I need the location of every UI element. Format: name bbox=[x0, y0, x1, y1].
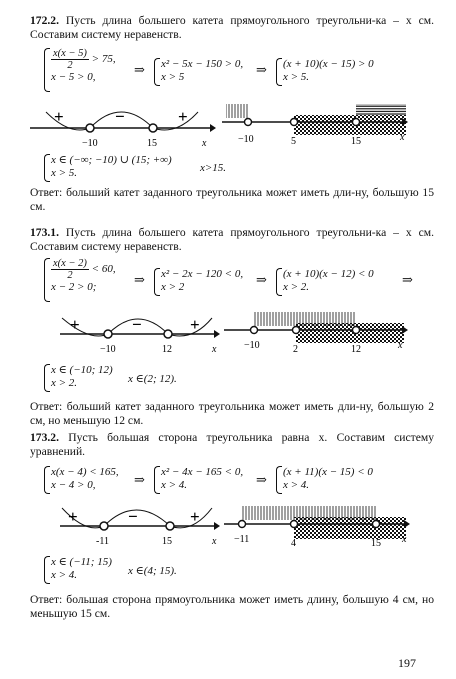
problem-text: Пусть большая сторона треугольника равна x. Составим систему уравнений. bbox=[30, 431, 434, 458]
result-note: x ∈(2; 12). bbox=[128, 373, 177, 385]
answer-text: Ответ: больший катет заданного треугольника может иметь дли-ну, большую 15 см. bbox=[30, 186, 434, 213]
svg-text:+: + bbox=[190, 507, 200, 526]
open-point bbox=[149, 124, 157, 132]
problem-173-2-statement bbox=[30, 431, 434, 459]
problem-172-2-statement bbox=[30, 14, 434, 42]
svg-text:x: x bbox=[212, 536, 217, 547]
tick-label: 15 bbox=[351, 136, 361, 147]
implies-arrow: ⇒ bbox=[402, 272, 413, 287]
implies-arrow: ⇒ bbox=[256, 272, 267, 287]
interval-chart-2 bbox=[224, 308, 410, 356]
axis-var: x bbox=[400, 132, 405, 143]
svg-text:12: 12 bbox=[351, 344, 361, 355]
answer-text: Ответ: больший катет заданного треугольника может иметь дли-ну, большую 2 см, но меньшую 12 см. bbox=[30, 400, 434, 427]
svg-text:+: + bbox=[70, 315, 80, 334]
open-point bbox=[86, 124, 94, 132]
implies-arrow: ⇒ bbox=[134, 472, 145, 487]
svg-text:−11: −11 bbox=[234, 534, 250, 545]
implies-arrow: ⇒ bbox=[256, 62, 267, 77]
hatch-region bbox=[294, 115, 406, 135]
implies-arrow: ⇒ bbox=[134, 272, 145, 287]
result-system: x ∈ (−10; 12) x > 2. bbox=[44, 364, 113, 392]
axis-var: x bbox=[202, 138, 207, 148]
interval-chart-3 bbox=[224, 502, 414, 550]
system-original: $\frac{x(x - 2)}{2}$ < 60, x − 2 > 0; bbox=[44, 258, 116, 302]
result-system: x ∈ (−∞; −10) ∪ (15; +∞) x > 5. bbox=[44, 154, 172, 182]
open-point bbox=[353, 119, 360, 126]
implies-arrow: ⇒ bbox=[256, 472, 267, 487]
problem-number: 173.1. bbox=[30, 226, 59, 239]
hatch-region bbox=[356, 104, 406, 116]
system-factored: (x + 10)(x − 12) < 0 x > 2. bbox=[276, 268, 374, 296]
page-number: 197 bbox=[398, 656, 416, 670]
system-line: x − 5 > 0, bbox=[51, 71, 96, 83]
svg-text:12: 12 bbox=[162, 344, 172, 355]
problem-text: Пусть длина большего катета прямоугольного треугольни-ка – x см. Составим систему неравенств. bbox=[30, 14, 434, 41]
tick-label: −10 bbox=[82, 138, 98, 148]
open-point bbox=[245, 119, 252, 126]
result-system: x ∈ (−11; 15) x > 4. bbox=[44, 556, 112, 584]
problem-number: 172.2. bbox=[30, 14, 59, 27]
open-point bbox=[291, 119, 298, 126]
system-original: $\frac{x(x - 5)}{2}$ > 75, x − 5 > 0, bbox=[44, 48, 116, 92]
tick-label: −10 bbox=[238, 134, 254, 145]
svg-text:−: − bbox=[128, 507, 138, 526]
sign-label: − bbox=[115, 107, 125, 126]
tick-label: 5 bbox=[291, 136, 296, 147]
problem-number: 173.2. bbox=[30, 431, 59, 444]
svg-text:−10: −10 bbox=[244, 340, 260, 351]
svg-text:-11: -11 bbox=[96, 536, 109, 547]
svg-text:2: 2 bbox=[293, 344, 298, 355]
svg-text:x: x bbox=[398, 340, 403, 351]
svg-text:x: x bbox=[402, 534, 407, 545]
sign-label: + bbox=[54, 107, 64, 126]
svg-text:x: x bbox=[212, 344, 217, 355]
answer-text: Ответ: большая сторона прямоугольника может иметь длину, большую 4 см, но меньшую 15 см. bbox=[30, 593, 434, 620]
system-factored: (x + 11)(x − 15) < 0 x > 4. bbox=[276, 466, 373, 494]
svg-text:−: − bbox=[132, 315, 142, 334]
sign-label: + bbox=[178, 107, 188, 126]
sign-chart-3 bbox=[56, 500, 222, 548]
system-expanded: x² − 4x − 165 < 0, x > 4. bbox=[154, 466, 243, 494]
result-note: x>15. bbox=[200, 162, 227, 174]
hatch-region bbox=[226, 104, 248, 118]
svg-text:15: 15 bbox=[371, 538, 381, 549]
svg-text:+: + bbox=[190, 315, 200, 334]
tick-label: 15 bbox=[147, 138, 157, 148]
implies-arrow: ⇒ bbox=[134, 62, 145, 77]
result-note: x ∈(4; 15). bbox=[128, 565, 177, 577]
sign-chart-2 bbox=[56, 310, 222, 356]
axis-arrow bbox=[210, 124, 216, 132]
svg-text:15: 15 bbox=[162, 536, 172, 547]
interval-chart-1 bbox=[222, 100, 412, 148]
problem-173-1-statement bbox=[30, 226, 434, 254]
fraction: $\frac{x(x - 5)}{2}$ bbox=[53, 48, 87, 71]
svg-text:+: + bbox=[68, 507, 78, 526]
system-factored: (x + 10)(x − 15) > 0 x > 5. bbox=[276, 58, 374, 86]
system-expanded: x² − 2x − 120 < 0, x > 2 bbox=[154, 268, 243, 296]
system-original: x(x − 4) < 165, x − 4 > 0, bbox=[44, 466, 119, 494]
svg-text:−10: −10 bbox=[100, 344, 116, 355]
system-expanded: x² − 5x − 150 > 0, x > 5 bbox=[154, 58, 243, 86]
svg-text:4: 4 bbox=[291, 538, 296, 549]
problem-text: Пусть длина большего катета прямоугольного треугольни-ка – x см. Составим систему неравенств. bbox=[30, 226, 434, 253]
sign-chart-1 bbox=[26, 102, 216, 148]
